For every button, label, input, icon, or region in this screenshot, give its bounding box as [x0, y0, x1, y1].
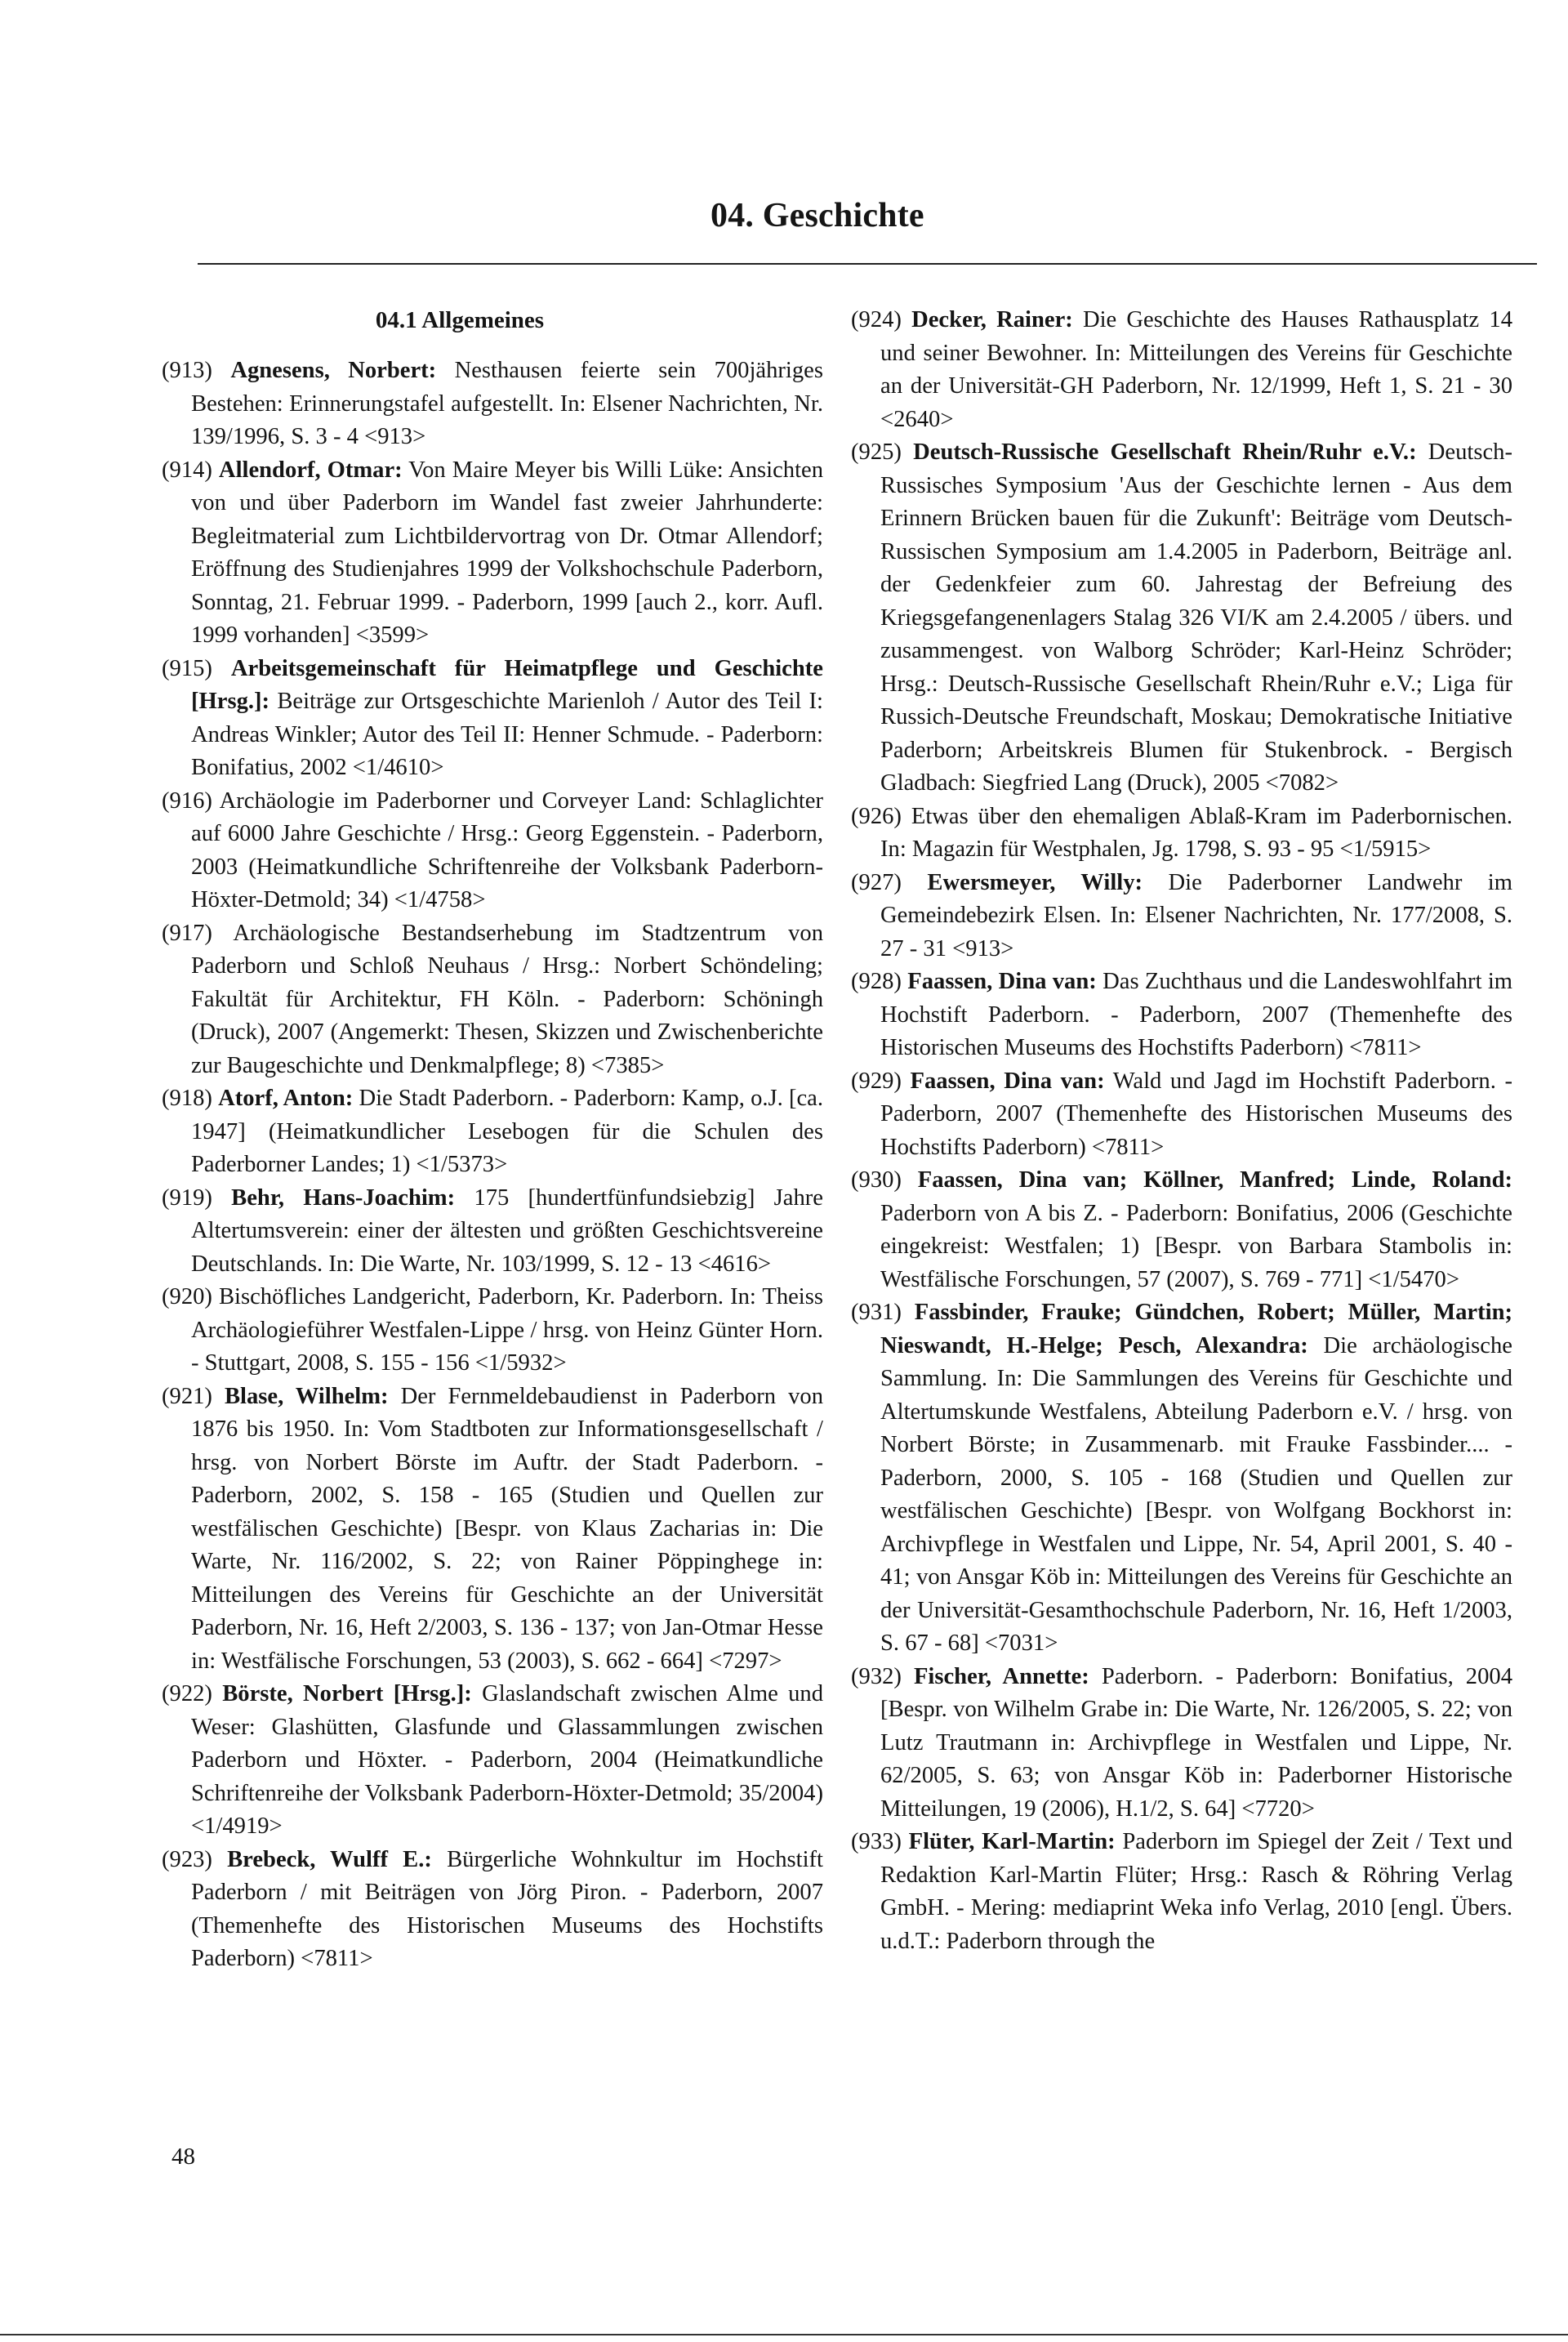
entry-text: Wald und Jagd im Hochstift Paderborn. - Paderborn, 2007 (Themenhefte des Historischen Museums des Hochstifts Paderborn) <7811> [880, 1068, 1512, 1160]
bibliography-entry [851, 867, 1512, 966]
entry-number: (930) [851, 1167, 902, 1193]
entry-author: Behr, Hans-Joachim: [231, 1184, 456, 1211]
entry-text: Paderborn. - Paderborn: Bonifatius, 2004 [Bespr. von Wilhelm Grabe in: Die Warte, Nr. 126/2005, S. 22; von Lutz Trautmann in: Archivpflege in Westfalen und Lippe, Nr. 62/2005, S. 63; von Ansgar Köb in: Paderborner Historische Mitteilungen, 19 (2006), H.1/2, S. 64] <7720> [880, 1663, 1512, 1822]
entry-number: (917) [162, 920, 212, 946]
entry-text: Paderborn von A bis Z. - Paderborn: Bonifatius, 2006 (Geschichte eingekreist: Westfalen; 1) [Bespr. von Barbara Stambolis in: Westfälische Forschungen, 57 (2007), S. 769 - 771] <1/5470> [880, 1200, 1512, 1292]
entry-author: Börste, Norbert [Hrsg.]: [222, 1681, 472, 1706]
entry-number: (924) [851, 307, 902, 332]
left-entry-list [162, 355, 823, 1976]
left-column [162, 304, 823, 1976]
entry-number: (921) [162, 1383, 212, 1409]
entry-author: Fischer, Annette: [913, 1663, 1089, 1689]
entry-number: (914) [162, 457, 212, 483]
entry-text: Von Maire Meyer bis Willi Lüke: Ansichten von und über Paderborn im Wandel fast zweier Jahrhunderte: Begleitmaterial zum Lichtbildervortrag von Dr. Otmar Allendorf; Eröffnung des Studienjahres 1999 der Volkshochschule Paderborn, Sonntag, 21. Februar 1999. - Paderborn, 1999 [auch 2., korr. Aufl. 1999 vorhanden] <3599> [191, 457, 823, 648]
bibliography-entry [162, 653, 823, 785]
entry-author: Faassen, Dina van: [907, 969, 1097, 994]
entry-text: Der Fernmeldebaudienst in Paderborn von 1876 bis 1950. In: Vom Stadtboten zur Informationsgesellschaft / hrsg. von Norbert Börste im Auftr. der Stadt Paderborn. - Paderborn, 2002, S. 158 - 165 (Studien und Quellen zur westfälischen Geschichte) [Bespr. von Klaus Zacharias in: Die Warte, Nr. 116/2002, S. 22; von Rainer Pöppinghege in: Mitteilungen des Vereins für Geschichte an der Universität Paderborn, Nr. 16, Heft 2/2003, S. 136 - 137; von Jan-Otmar Hesse in: Westfälische Forschungen, 53 (2003), S. 662 - 664] <7297> [191, 1383, 823, 1674]
bibliography-entry [162, 785, 823, 917]
bibliography-entry [851, 1296, 1512, 1661]
section-title: 04.1 Allgemeines [375, 307, 545, 333]
entry-author: Atorf, Anton: [218, 1086, 354, 1111]
entry-number: (927) [851, 869, 902, 895]
entry-text: Archäologische Bestandserhebung im Stadtzentrum von Paderborn und Schloß Neuhaus / Hrsg.: Norbert Schöndeling; Fakultät für Architektur, FH Köln. - Paderborn: Schöningh (Druck), 2007 (Angemerkt: Thesen, Skizzen und Zwischenberichte zur Baugeschichte und Denkmalpflege; 8) <7385> [191, 920, 823, 1078]
entry-author: Blase, Wilhelm: [224, 1383, 389, 1409]
right-column [851, 304, 1512, 1958]
entry-text: Die Paderborner Landwehr im Gemeindebezirk Elsen. In: Elsener Nachrichten, Nr. 177/2008, S. 27 - 31 <913> [880, 869, 1512, 961]
entry-author: Faassen, Dina van: [910, 1068, 1105, 1094]
bibliography-entry [162, 355, 823, 454]
entry-text: Etwas über den ehemaligen Ablaß-Kram im Paderbornischen. In: Magazin für Westphalen, Jg. 1798, S. 93 - 95 <1/5915> [880, 803, 1512, 862]
entry-number: (922) [162, 1681, 212, 1706]
entry-text: Das Zuchthaus und die Landeswohlfahrt im Hochstift Paderborn. - Paderborn, 2007 (Themenhefte des Historischen Museums des Hochstifts Paderborn) <7811> [880, 969, 1513, 1060]
bibliography-entry [162, 1082, 823, 1182]
bibliography-entry [851, 1065, 1512, 1165]
entry-author: Allendorf, Otmar: [218, 457, 403, 483]
entry-author: Flüter, Karl-Martin: [908, 1829, 1116, 1854]
entry-number: (933) [851, 1829, 902, 1854]
bibliography-entry [162, 1381, 823, 1679]
entry-number: (931) [851, 1300, 902, 1325]
entry-text: Deutsch-Russisches Symposium 'Aus der Geschichte lernen - Aus dem Erinnern Brücken bauen für die Zukunft': Beiträge vom Deutsch-Russischen Symposium am 1.4.2005 in Paderborn, Beiträge anl. der Gedenkfeier zum 60. Jahrestag der Befreiung des Kriegsgefangenenlagers Stalag 326 VI/K am 2.4.2005 / übers. und zusammengest. von Walborg Schröder; Karl-Heinz Schröder; Hrsg.: Deutsch-Russische Gesellschaft Rhein/Ruhr e.V.; Liga für Russich-Deutsche Freundschaft, Moskau; Demokratische Initiative Paderborn; Arbeitskreis Blumen für Stukenbrock. - Bergisch Gladbach: Siegfried Lang (Druck), 2005 <7082> [880, 439, 1512, 796]
entry-author: Agnesens, Norbert: [230, 358, 437, 383]
entry-author: Arbeitsgemeinschaft für Heimatpflege und Geschichte [Hrsg.]: [191, 655, 823, 714]
bottom-edge-line [0, 2334, 1568, 2335]
bibliography-entry [851, 966, 1512, 1065]
chapter-title: 04. Geschichte [710, 197, 924, 234]
bibliography-entry [851, 436, 1512, 801]
entry-author: Ewersmeyer, Willy: [927, 869, 1143, 895]
entry-author: Decker, Rainer: [911, 307, 1073, 332]
entry-number: (919) [162, 1184, 212, 1211]
entry-number: (916) [162, 787, 212, 814]
entry-text: Beiträge zur Ortsgeschichte Marienloh / Autor des Teil I: Andreas Winkler; Autor des Teil II: Henner Schmude. - Paderborn: Bonifatius, 2002 <1/4610> [191, 689, 823, 780]
page-number: 48 [172, 2143, 195, 2170]
bibliography-entry [162, 1182, 823, 1282]
bibliography-entry [851, 801, 1512, 867]
entry-number: (929) [851, 1068, 902, 1094]
entry-text: Bürgerliche Wohnkultur im Hochstift Paderborn / mit Beiträgen von Jörg Piron. - Paderborn, 2007 (Themenhefte des Historischen Museums des Hochstifts Paderborn) <7811> [191, 1846, 823, 1971]
entry-text: Nesthausen feierte sein 700jähriges Bestehen: Erinnerungstafel aufgestellt. In: Elsener Nachrichten, Nr. 139/1996, S. 3 - 4 <913> [191, 358, 823, 449]
bibliography-entry [851, 1164, 1512, 1296]
entry-text: Archäologie im Paderborner und Corveyer Land: Schlaglichter auf 6000 Jahre Geschichte / Hrsg.: Georg Eggenstein. - Paderborn, 2003 (Heimatkundliche Schriftenreihe der Volksbank Paderborn-Höxter-Detmold; 34) <1/4758> [191, 787, 823, 912]
entry-author: Faassen, Dina van; Köllner, Manfred; Linde, Roland: [917, 1167, 1512, 1193]
entry-text: Glaslandschaft zwischen Alme und Weser: Glashütten, Glasfunde und Glassammlungen zwischen Paderborn und Höxter. - Paderborn, 2004 (Heimatkundliche Schriftenreihe der Volksbank Paderborn-Höxter-Detmold; 35/2004) <1/4919> [191, 1681, 823, 1839]
entry-number: (913) [162, 358, 212, 383]
entry-text: Bischöfliches Landgericht, Paderborn, Kr. Paderborn. In: Theiss Archäologieführer Westfalen-Lippe / hrsg. von Heinz Günter Horn. - Stuttgart, 2008, S. 155 - 156 <1/5932> [191, 1284, 824, 1376]
bibliography-entry [162, 917, 823, 1083]
bibliography-entry [851, 1826, 1512, 1958]
entry-text: Die archäologische Sammlung. In: Die Sammlungen des Vereins für Geschichte und Altertumskunde Westfalens, Abteilung Paderborn e.V. / hrsg. von Norbert Börste; in Zusammenarb. mit Frauke Fassbinder.... - Paderborn, 2000, S. 105 - 168 (Studien und Quellen zur westfälischen Geschichte) [Bespr. von Wolfgang Bockhorst in: Archivpflege in Westfalen und Lippe, Nr. 54, April 2001, S. 40 - 41; von Ansgar Köb in: Mitteilungen des Vereins für Geschichte an der Universität-Gesamthochschule Paderborn, Nr. 16, Heft 1/2003, S. 67 - 68] <7031> [880, 1332, 1512, 1656]
entry-number: (925) [851, 439, 902, 465]
right-entry-list [851, 304, 1512, 1958]
bibliography-entry [851, 1661, 1512, 1827]
entry-author: Brebeck, Wulff E.: [227, 1846, 432, 1872]
bibliography-entry [162, 1844, 823, 1976]
entry-number: (932) [851, 1663, 902, 1689]
entry-number: (923) [162, 1846, 212, 1872]
entry-number: (918) [162, 1086, 212, 1111]
entry-author: Fassbinder, Frauke; Gündchen, Robert; Müller, Martin; Nieswandt, H.-Helge; Pesch, Alexandra: [880, 1300, 1513, 1358]
entry-text: Paderborn im Spiegel der Zeit / Text und Redaktion Karl-Martin Flüter; Hrsg.: Rasch & Röhring Verlag GmbH. - Mering: mediaprint Weka info Verlag, 2010 [engl. Übers. u.d.T.: Paderborn through the [880, 1829, 1512, 1954]
bibliography-entry [851, 304, 1512, 436]
bibliography-entry [162, 454, 823, 653]
bibliography-entry [162, 1678, 823, 1844]
entry-number: (920) [162, 1284, 212, 1309]
top-divider [198, 263, 1537, 265]
entry-author: Deutsch-Russische Gesellschaft Rhein/Ruhr e.V.: [913, 439, 1417, 465]
entry-text: 175 [hundertfünfundsiebzig] Jahre Altertumsverein: einer der ältesten und größten Geschichtsvereine Deutschlands. In: Die Warte, Nr. 103/1999, S. 12 - 13 <4616> [191, 1184, 823, 1277]
bibliography-entry [162, 1281, 823, 1381]
entry-number: (915) [162, 655, 212, 681]
entry-number: (928) [851, 969, 902, 994]
entry-number: (926) [851, 803, 902, 829]
entry-text: Die Geschichte des Hauses Rathausplatz 14 und seiner Bewohner. In: Mitteilungen des Vereins für Geschichte an der Universität-GH Paderborn, Nr. 12/1999, Heft 1, S. 21 - 30 <2640> [880, 307, 1512, 432]
entry-text: Die Stadt Paderborn. - Paderborn: Kamp, o.J. [ca. 1947] (Heimatkundlicher Lesebogen für die Schulen des Paderborner Landes; 1) <1/5373> [191, 1086, 824, 1177]
